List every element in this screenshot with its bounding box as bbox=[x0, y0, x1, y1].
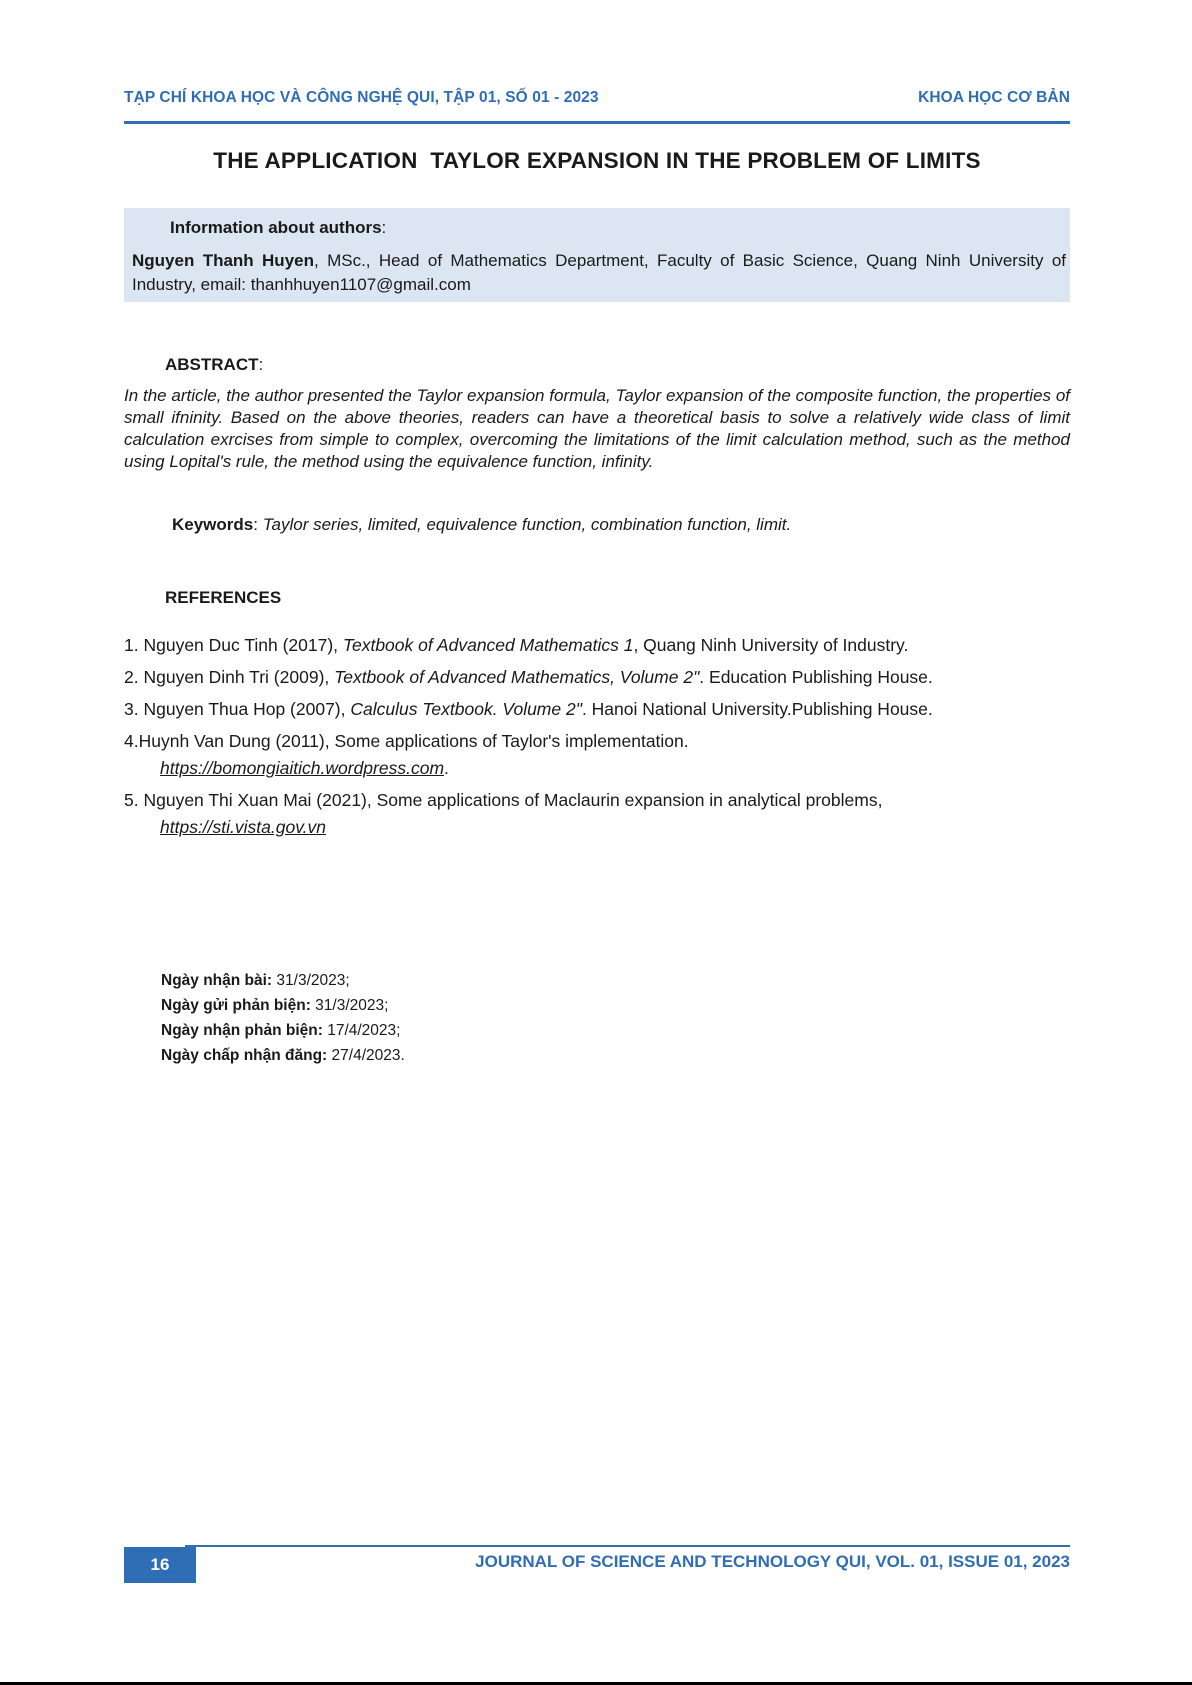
date-sent-review bbox=[161, 993, 405, 1018]
date-value: 31/3/2023; bbox=[272, 972, 350, 989]
abstract-heading: ABSTRACT: bbox=[165, 355, 264, 374]
reference-number: 5. bbox=[124, 790, 144, 810]
keywords-label: Keywords bbox=[172, 515, 254, 534]
reference-link-suffix: . bbox=[444, 758, 449, 778]
reference-text: Nguyen Thi Xuan Mai (2021), Some applications of Maclaurin expansion in analytical problems, bbox=[143, 790, 883, 810]
submission-dates bbox=[161, 968, 405, 1068]
references-heading: REFERENCES bbox=[165, 588, 282, 607]
reference-title: Textbook of Advanced Mathematics 1 bbox=[342, 635, 634, 655]
abstract-heading-label: ABSTRACT bbox=[165, 355, 259, 374]
date-accepted bbox=[161, 1043, 405, 1068]
author-details: , MSc., Head of Mathematics Department, Faculty of Basic Science, Quang Ninh University of Industry, email: thanhhuyen1107@gmail.com bbox=[132, 251, 1066, 294]
date-value: 31/3/2023; bbox=[310, 997, 389, 1014]
reference-authors: Nguyen Thua Hop (2007), bbox=[143, 699, 351, 719]
date-value: 27/4/2023. bbox=[327, 1047, 405, 1064]
paper-title: THE APPLICATION TAYLOR EXPANSION IN THE PROBLEM OF LIMITS bbox=[213, 148, 981, 173]
authors-box bbox=[124, 208, 1070, 302]
author-info bbox=[132, 249, 1066, 297]
reference-publisher: , Quang Ninh University of Industry. bbox=[633, 635, 909, 655]
date-label: Ngày nhận phản biện: bbox=[161, 1022, 323, 1039]
reference-text: Huynh Van Dung (2011), Some applications of Taylor's implementation. bbox=[138, 731, 689, 751]
authors-heading-label: Information about authors bbox=[170, 218, 382, 237]
date-label: Ngày nhận bài: bbox=[161, 972, 273, 989]
abstract-text: In the article, the author presented the Taylor expansion formula, Taylor expansion of the composite function, the properties of small ifninity. Based on the above theories, readers can have a theoretical basis to solve a relatively wide class of limit calculation exrcises from simple to complex, overcoming the limitations of the limit calculation method, such as the method using Lopital's rule, the method using the equivalence function, infinity. bbox=[124, 386, 1070, 471]
reference-link[interactable]: https://sti.vista.gov.vn bbox=[160, 817, 326, 837]
reference-number: 4. bbox=[124, 731, 139, 751]
footer-rule bbox=[185, 1545, 1070, 1547]
references-list bbox=[124, 632, 1070, 846]
journal-header-vi: TẠP CHÍ KHOA HỌC VÀ CÔNG NGHỆ QUI, TẬP 01, SỐ 01 - 2023 bbox=[124, 89, 599, 106]
date-value: 17/4/2023; bbox=[322, 1022, 401, 1039]
reference-item bbox=[124, 664, 1070, 691]
date-label: Ngày gửi phản biện: bbox=[161, 997, 311, 1014]
running-header bbox=[124, 85, 1070, 124]
reference-item bbox=[124, 696, 1070, 723]
date-received bbox=[161, 968, 405, 993]
reference-item bbox=[124, 787, 1070, 841]
authors-heading: Information about authors: bbox=[170, 218, 387, 237]
date-label: Ngày chấp nhận đăng: bbox=[161, 1047, 328, 1064]
reference-title: Calculus Textbook. Volume 2" bbox=[350, 699, 582, 719]
reference-number: 1. bbox=[124, 635, 144, 655]
journal-footer: JOURNAL OF SCIENCE AND TECHNOLOGY QUI, VOL. 01, ISSUE 01, 2023 bbox=[475, 1552, 1070, 1571]
reference-link[interactable]: https://bomongiaitich.wordpress.com bbox=[160, 758, 445, 778]
date-review-received bbox=[161, 1018, 405, 1043]
author-name: Nguyen Thanh Huyen bbox=[132, 251, 314, 270]
reference-authors: Nguyen Dinh Tri (2009), bbox=[143, 667, 335, 687]
reference-publisher: . Education Publishing House. bbox=[699, 667, 933, 687]
reference-number: 2. bbox=[124, 667, 144, 687]
reference-authors: Nguyen Duc Tinh (2017), bbox=[143, 635, 343, 655]
page-number: 16 bbox=[124, 1547, 196, 1583]
reference-publisher: . Hanoi National University.Publishing House. bbox=[581, 699, 933, 719]
reference-item bbox=[124, 632, 1070, 659]
keywords: Keywords: Taylor series, limited, equivalence function, combination function, limit. bbox=[172, 515, 792, 534]
reference-number: 3. bbox=[124, 699, 144, 719]
keywords-text: Taylor series, limited, equivalence function, combination function, limit. bbox=[262, 515, 792, 534]
reference-title: Textbook of Advanced Mathematics, Volume 2" bbox=[334, 667, 700, 687]
reference-item bbox=[124, 728, 1070, 782]
section-header: KHOA HỌC CƠ BẢN bbox=[918, 89, 1070, 106]
